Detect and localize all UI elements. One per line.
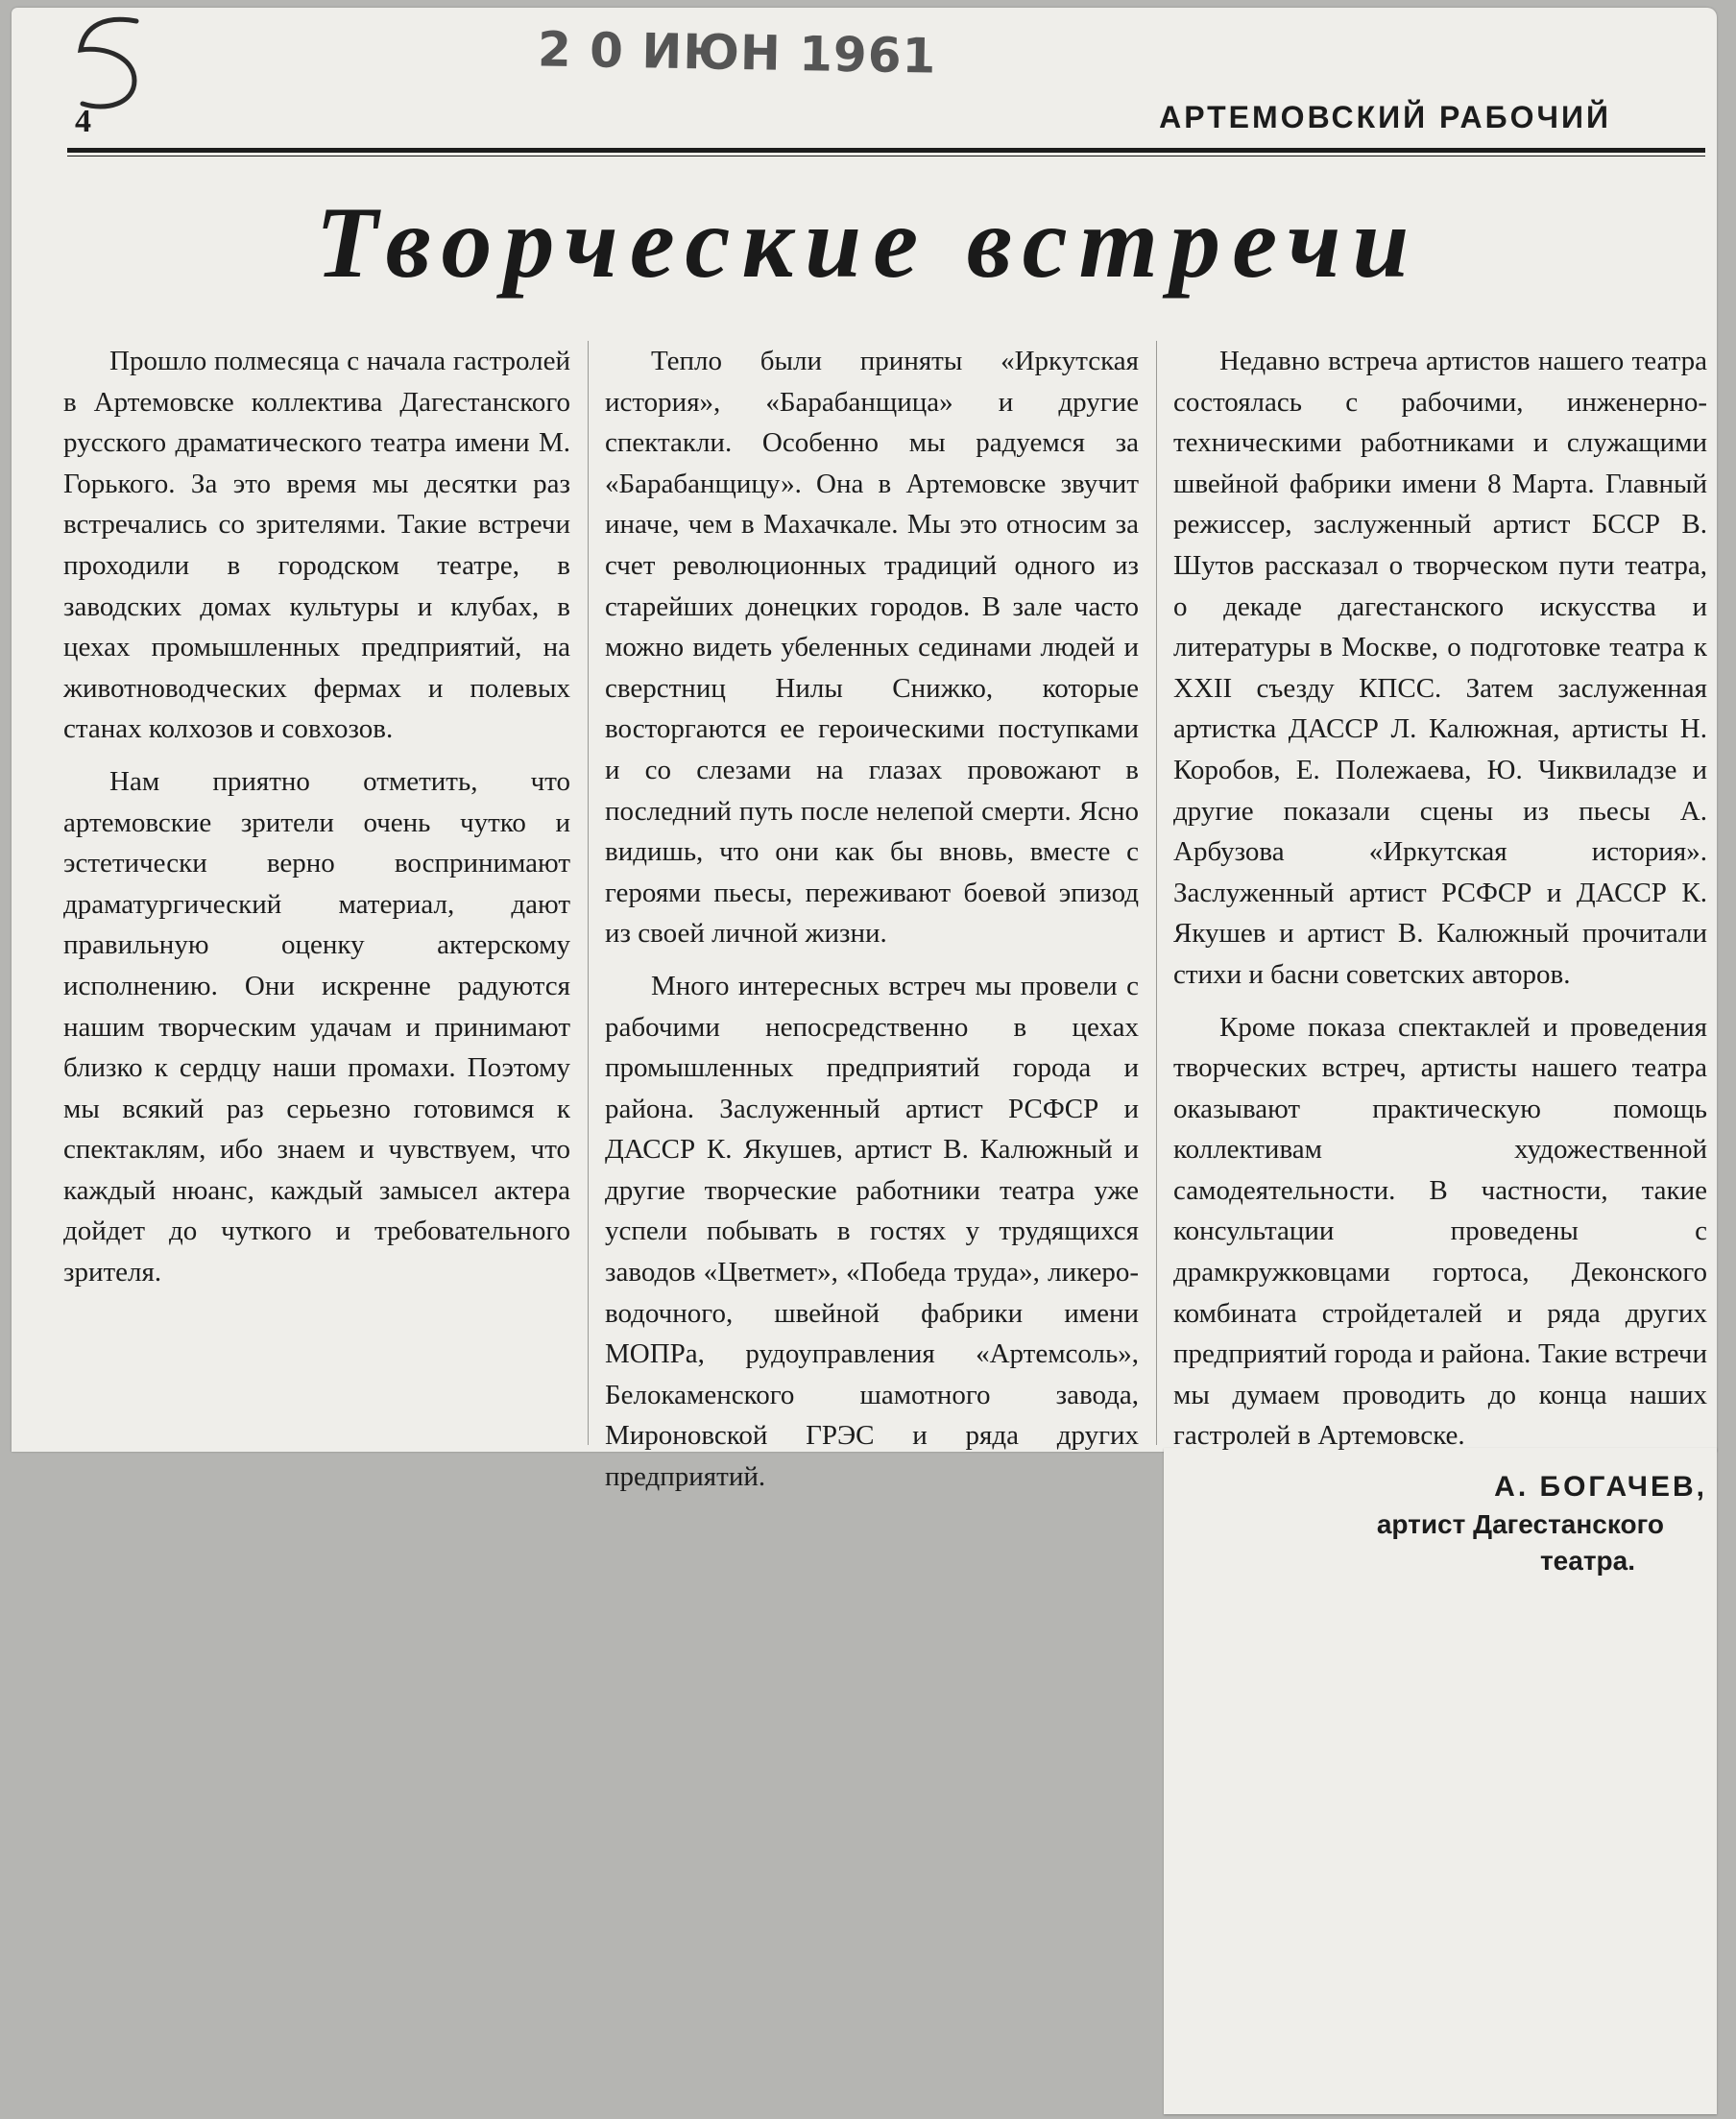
author-position-2: театра. bbox=[1539, 1546, 1635, 1577]
article-column-2 bbox=[605, 341, 1139, 1509]
page-number: 4 bbox=[75, 104, 91, 139]
header-rule-thin bbox=[67, 156, 1705, 157]
author-position: артист Дагестанского bbox=[1376, 1509, 1664, 1540]
paragraph: Кроме показа спектаклей и проведения творческих встреч, артисты нашего театра оказывают практическую помощь коллективам художественной самодеятельности. В частности, такие консультации проведены с драмкружковцами гортоса, Деконского комбината стройдеталей и ряда других предприятий города и района. Такие встречи мы думаем проводить до конца наших гастролей в Артемовске. bbox=[1173, 1011, 1707, 1452]
column-divider bbox=[588, 341, 589, 1445]
paragraph: Много интересных встреч мы провели с рабочими непосредственно в цехах промышленных предприятий города и района. Заслуженный артист РСФСР и ДАССР К. Якушев, артист В. Калюжный и другие творческие работники театра уже успели побывать в гостях у трудящихся заводов «Цветмет», «Победа труда», ликеро-водочного, швейной фабрики имени МОПРа, рудоуправления «Артемсоль», Белокаменского шамотного завода, Мироновской ГРЭС и ряда других предприятий. bbox=[605, 970, 1139, 1493]
column-divider bbox=[1156, 341, 1157, 1445]
paragraph: Тепло были приняты «Иркутская история», «Барабанщица» и другие спектакли. Особенно мы радуемся за «Барабанщицу». Она в Артемовске звучит иначе, чем в Махачкале. Мы это относим за счет революционных традиций одного из старейших донецких городов. В зале часто можно видеть убеленных сединами людей и сверстниц Нилы Снижко, которые восторгаются ее героическими поступками и со слезами на глазах провожают в последний путь после нелепой смерти. Ясно видишь, что они как бы вновь, вместе с героями пьесы, переживают боевой эпизод из своей личной жизни. bbox=[605, 346, 1139, 950]
author-name: А. БОГАЧЕВ, bbox=[1494, 1471, 1707, 1504]
newspaper-name: АРТЕМОВСКИЙ РАБОЧИЙ bbox=[1159, 100, 1611, 134]
handwritten-mark-icon bbox=[67, 12, 154, 117]
header-rule bbox=[67, 148, 1705, 153]
paragraph: Недавно встреча артистов нашего театра состоялась с рабочими, инженерно-техническими работниками и служащими швейной фабрики имени 8 Марта. Главный режиссер, заслуженный артист БССР В. Шутов рассказал о творческом пути театра, о декаде дагестанского искусства и литературы в Москве, о подготовке театра к XXII съезду КПСС. Затем заслуженная артистка ДАССР Л. Калюжная, артисты Н. Коробов, Е. Полежаева, Ю. Чиквиладзе и другие показали сцены из пьесы А. Арбузова «Иркутская история». Заслуженный артист РСФСР и ДАССР К. Якушев и артист В. Калюжный прочитали стихи и басни советских авторов. bbox=[1173, 346, 1707, 990]
article-column-3 bbox=[1173, 341, 1707, 1579]
paragraph: Прошло полмесяца с начала гастролей в Артемовске коллектива Дагестанского русского драматического театра имени М. Горького. За это время мы десятки раз встречались со зрителями. Такие встречи проходили в городском театре, в заводских домах культуры и клубах, в цехах промышленных предприятий, на животноводческих фермах и полевых станах колхозов и совхозов. bbox=[63, 346, 570, 745]
paragraph: Нам приятно отметить, что артемовские зрители очень чутко и эстетически верно воспринимают драматургический материал, дают правильную оценку актерскому исполнению. Они искренне радуются нашим творческим удачам и принимают близко к сердцу наши промахи. Поэтому мы всякий раз серьезно готовимся к спектаклям, ибо знаем и чувствуем, что каждый нюанс, каждый замысел актера дойдет до чуткого и требовательного зрителя. bbox=[63, 765, 570, 1288]
article-column-1 bbox=[63, 341, 570, 1305]
article-headline: Творческие встречи bbox=[315, 186, 1421, 299]
date-stamp: 2 0 ИЮН 1961 bbox=[537, 21, 937, 84]
